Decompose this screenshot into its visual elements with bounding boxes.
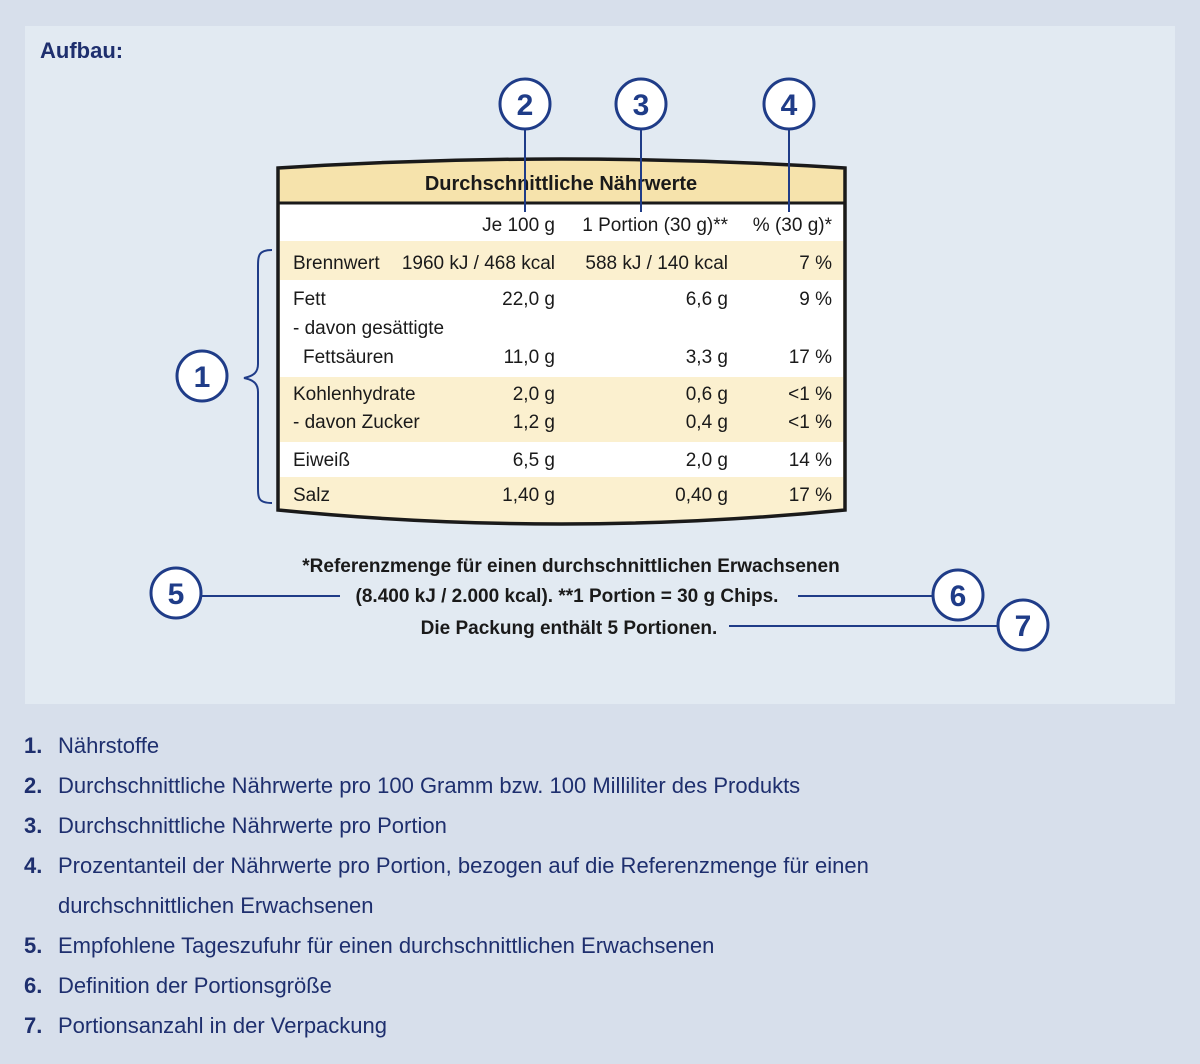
row-label: Fett bbox=[293, 289, 326, 310]
legend-list bbox=[24, 726, 918, 1046]
footnote-line-1: *Referenzmenge für einen durchschnittlichen Erwachsenen bbox=[302, 556, 840, 577]
callout-2-number: 2 bbox=[516, 89, 534, 122]
row-value-portion: 0,40 g bbox=[675, 485, 728, 506]
callout-2 bbox=[500, 79, 550, 129]
legend-number: 5. bbox=[24, 933, 43, 958]
legend-text: Nährstoffe bbox=[58, 733, 160, 758]
callout-5-number: 5 bbox=[167, 578, 185, 611]
row-label: Eiweiß bbox=[293, 450, 351, 471]
callout-7 bbox=[998, 600, 1048, 650]
callout-1 bbox=[177, 351, 227, 401]
row-value-100g: 1,2 g bbox=[512, 412, 555, 433]
row-value-percent: 9 % bbox=[799, 289, 832, 310]
protein-row-bg bbox=[280, 442, 843, 477]
row-value-100g: 2,0 g bbox=[512, 384, 555, 405]
legend-number: 6. bbox=[24, 973, 43, 998]
callout-6 bbox=[933, 570, 983, 620]
row-value-100g: 1,40 g bbox=[502, 485, 555, 506]
legend-text: Empfohlene Tageszufuhr für einen durchschnittlichen Erwachsenen bbox=[58, 933, 715, 958]
row-value-percent: 17 % bbox=[788, 485, 832, 506]
legend-item bbox=[24, 766, 918, 806]
section-heading: Aufbau: bbox=[40, 38, 124, 63]
row-value-percent: 17 % bbox=[788, 347, 832, 368]
row-label: Brennwert bbox=[293, 253, 380, 274]
row-value-portion: 0,4 g bbox=[685, 412, 728, 433]
callout-1-number: 1 bbox=[193, 361, 211, 394]
legend-number: 7. bbox=[24, 1013, 43, 1038]
row-value-100g: 6,5 g bbox=[512, 450, 555, 471]
legend-number: 2. bbox=[24, 773, 43, 798]
row-label: Kohlenhydrate bbox=[293, 384, 416, 405]
legend-text: Definition der Portionsgröße bbox=[58, 973, 332, 998]
row-value-percent: <1 % bbox=[788, 412, 832, 433]
legend-text: Durchschnittliche Nährwerte pro Portion bbox=[58, 813, 447, 838]
column-header-percent: % (30 g)* bbox=[752, 215, 832, 236]
legend-text: Portionsanzahl in der Verpackung bbox=[58, 1013, 387, 1038]
nutrients-brace bbox=[244, 250, 272, 503]
row-label: Fettsäuren bbox=[303, 347, 394, 368]
legend-item bbox=[24, 1006, 918, 1046]
legend-number: 3. bbox=[24, 813, 43, 838]
legend-item bbox=[24, 726, 918, 766]
column-header-per-portion: 1 Portion (30 g)** bbox=[582, 215, 728, 236]
row-value-100g: 22,0 g bbox=[502, 289, 555, 310]
legend-number: 4. bbox=[24, 853, 43, 878]
legend-item bbox=[24, 806, 918, 846]
callout-5 bbox=[151, 568, 201, 618]
footnote-line-3: Die Packung enthält 5 Portionen. bbox=[420, 618, 718, 639]
legend-text: Prozentanteil der Nährwerte pro Portion, bezogen auf die Referenzmenge für einen durchschnittlichen Erwachsenen bbox=[58, 853, 869, 918]
row-label: - davon gesättigte bbox=[293, 318, 445, 339]
legend-number: 1. bbox=[24, 733, 43, 758]
table-title: Durchschnittliche Nährwerte bbox=[424, 173, 698, 195]
callout-6-number: 6 bbox=[949, 580, 967, 613]
column-header-per-100g: Je 100 g bbox=[482, 215, 555, 236]
callout-4-number: 4 bbox=[780, 89, 798, 122]
row-value-portion: 6,6 g bbox=[685, 289, 728, 310]
row-value-portion: 3,3 g bbox=[685, 347, 728, 368]
callout-7-number: 7 bbox=[1014, 610, 1032, 643]
row-value-100g: 1960 kJ / 468 kcal bbox=[401, 253, 555, 274]
legend-item bbox=[24, 966, 918, 1006]
row-value-percent: 7 % bbox=[799, 253, 832, 274]
callout-3 bbox=[616, 79, 666, 129]
row-value-100g: 11,0 g bbox=[503, 347, 555, 368]
row-value-portion: 2,0 g bbox=[685, 450, 728, 471]
row-value-portion: 0,6 g bbox=[685, 384, 728, 405]
legend-text: Durchschnittliche Nährwerte pro 100 Gramm bzw. 100 Milliliter des Produkts bbox=[58, 773, 801, 798]
callout-4 bbox=[764, 79, 814, 129]
callout-3-number: 3 bbox=[632, 89, 650, 122]
legend-item bbox=[24, 926, 918, 966]
row-value-percent: 14 % bbox=[788, 450, 832, 471]
row-value-percent: <1 % bbox=[788, 384, 832, 405]
legend-item bbox=[24, 846, 918, 926]
row-value-portion: 588 kJ / 140 kcal bbox=[585, 253, 728, 274]
row-label: - davon Zucker bbox=[293, 412, 420, 433]
footnote-line-2: (8.400 kJ / 2.000 kcal). **1 Portion = 30 g Chips. bbox=[355, 586, 779, 607]
row-label: Salz bbox=[293, 485, 330, 506]
